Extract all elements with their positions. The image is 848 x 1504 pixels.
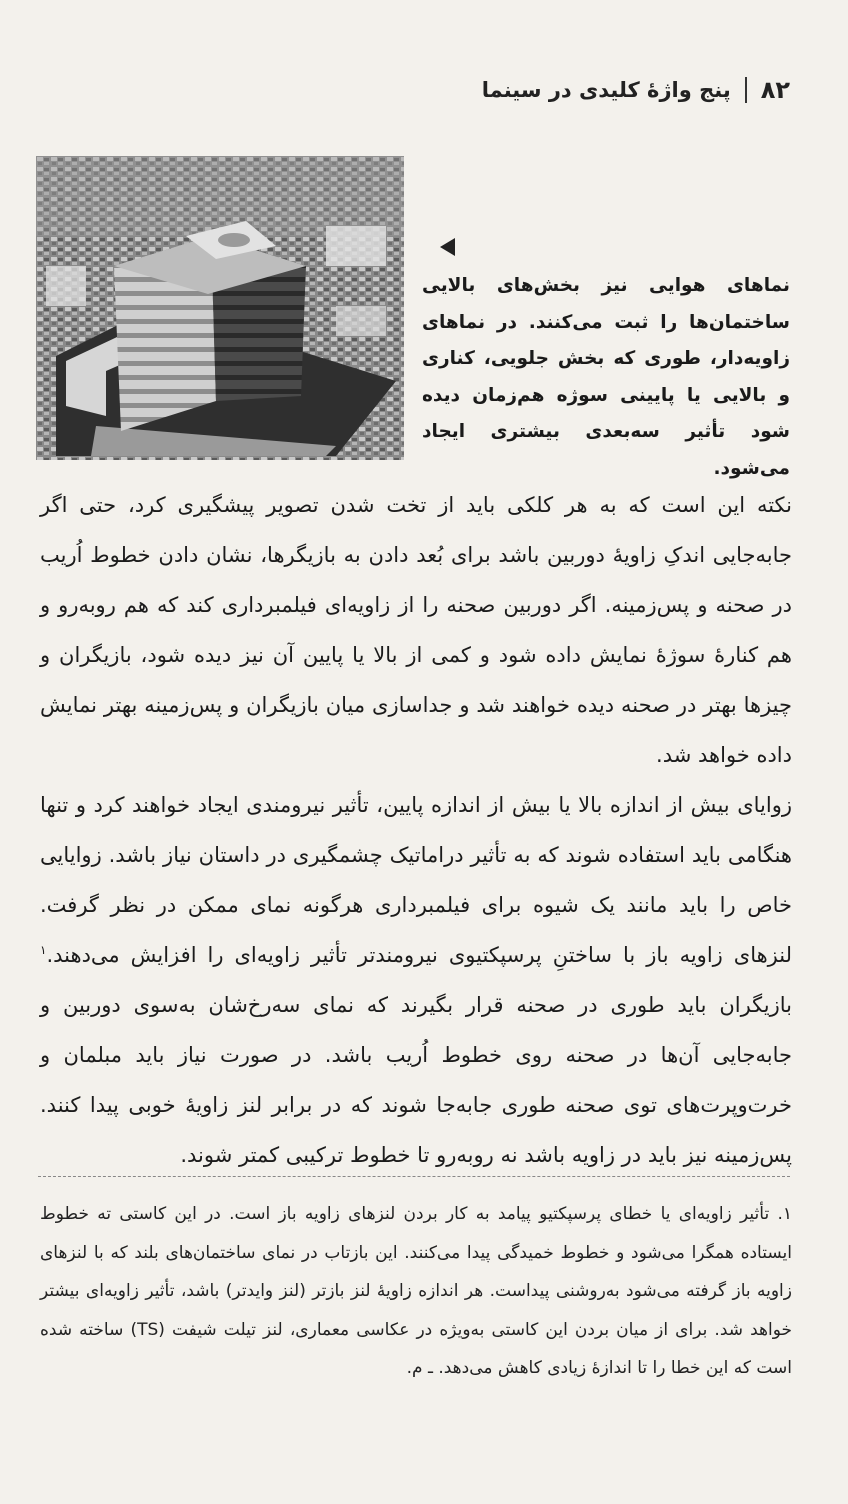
footnote-reference: ۱ bbox=[40, 943, 47, 957]
footnote bbox=[40, 1195, 792, 1388]
running-header bbox=[482, 70, 790, 110]
footnote-divider bbox=[38, 1176, 790, 1177]
caption-pointer-icon bbox=[440, 238, 455, 256]
running-title: پنج واژهٔ کلیدی در سینما bbox=[481, 78, 731, 102]
figure-caption: نماهای هوایی نیز بخش‌های بالایی ساختمان‌ها را ثبت می‌کنند. در نماهای زاویه‌دار، طوری که بخش جلویی، کناری و بالایی یا پایینی سوژه هم‌زمان دیده شود تأثیر سه‌بعدی بیشتری ایجاد می‌شود. bbox=[422, 275, 790, 479]
body-text bbox=[40, 480, 792, 1180]
paragraph-text: بازیگران باید طوری در صحنه قرار بگیرند که نمای سه‌رخ‌شان به‌سوی دوربین و جابه‌جایی آن‌ها در صحنه روی خطوط اُریب باشد. در صورت نیاز باید مبلمان و خرت‌وپرت‌های توی صحنه طوری جابه‌جا شوند که در برابر لنز زاویهٔ خوبی پیدا کنند. پس‌زمینه نیز باید در زاویه باشد نه روبه‌رو تا خطوط ترکیبی کمتر شوند. bbox=[40, 993, 792, 1167]
header-divider bbox=[745, 77, 747, 103]
page-number: ۸۲ bbox=[760, 76, 790, 104]
aerial-building-photo bbox=[36, 156, 404, 460]
paragraph-text: زوایای بیش از اندازه بالا یا بیش از اندازه پایین، تأثیر نیرومندی ایجاد خواهند کرد و تنها هنگامی باید استفاده شوند که به تأثیر دراماتیک چشمگیری در داستان نیاز باشد. زوایایی خاص را باید مانند یک شیوه برای فیلمبرداری هرگونه نمای ممکن در نظر گرفت. لنزهای زاویه باز با ساختنِ پرسپکتیوی نیرومندتر تأثیر زاویه‌ای را افزایش می‌دهند. bbox=[40, 793, 792, 967]
paragraph: نکته این است که به هر کلکی باید از تخت شدن تصویر پیشگیری کرد، حتی اگر جابه‌جایی اندکِ زاویهٔ دوربین باشد برای بُعد دادن به بازیگرها، نشان دادن خطوط اُریب در صحنه و پس‌زمینه. اگر دوربین صحنه را از زاویه‌ای فیلمبرداری کند که هم روبه‌رو و هم کنار‌هٔ سوژهٔ نمایش داده شود و کمی از بالا یا پایین آن نیز دیده شود، بازیگران و چیزها بهتر در صحنه دیده خواهند شد و جداسازی میان بازیگران و پس‌زمینه بهتر نمایش داده خواهد شد. bbox=[40, 493, 792, 767]
paragraph bbox=[40, 780, 792, 1180]
footnote-text: ۱. تأثیر زاویه‌ای یا خطای پرسپکتیو پیامد به کار بردن لنزهای زاویه باز است. در این کاستی ته خطوط ایستاده همگرا می‌شود و خطوط خمیدگی پیدا می‌کنند. این بازتاب در نمای ساختمان‌های بلند که با لنزهای زاویه باز گرفته می‌شود به‌روشنی پیداست. هر اندازه زاویهٔ لنز بازتر (لنز وایدتر) باشد، تأثیر زاویه‌ای بیشتر خواهد شد. برای از میان بردن این کاستی به‌ویژه در عکاسی معماری، لنز تیلت شیفت (TS) ساخته شده است که این خطا را تا اندازهٔ زیادی کاهش می‌دهد. ـ م. bbox=[40, 1204, 792, 1378]
